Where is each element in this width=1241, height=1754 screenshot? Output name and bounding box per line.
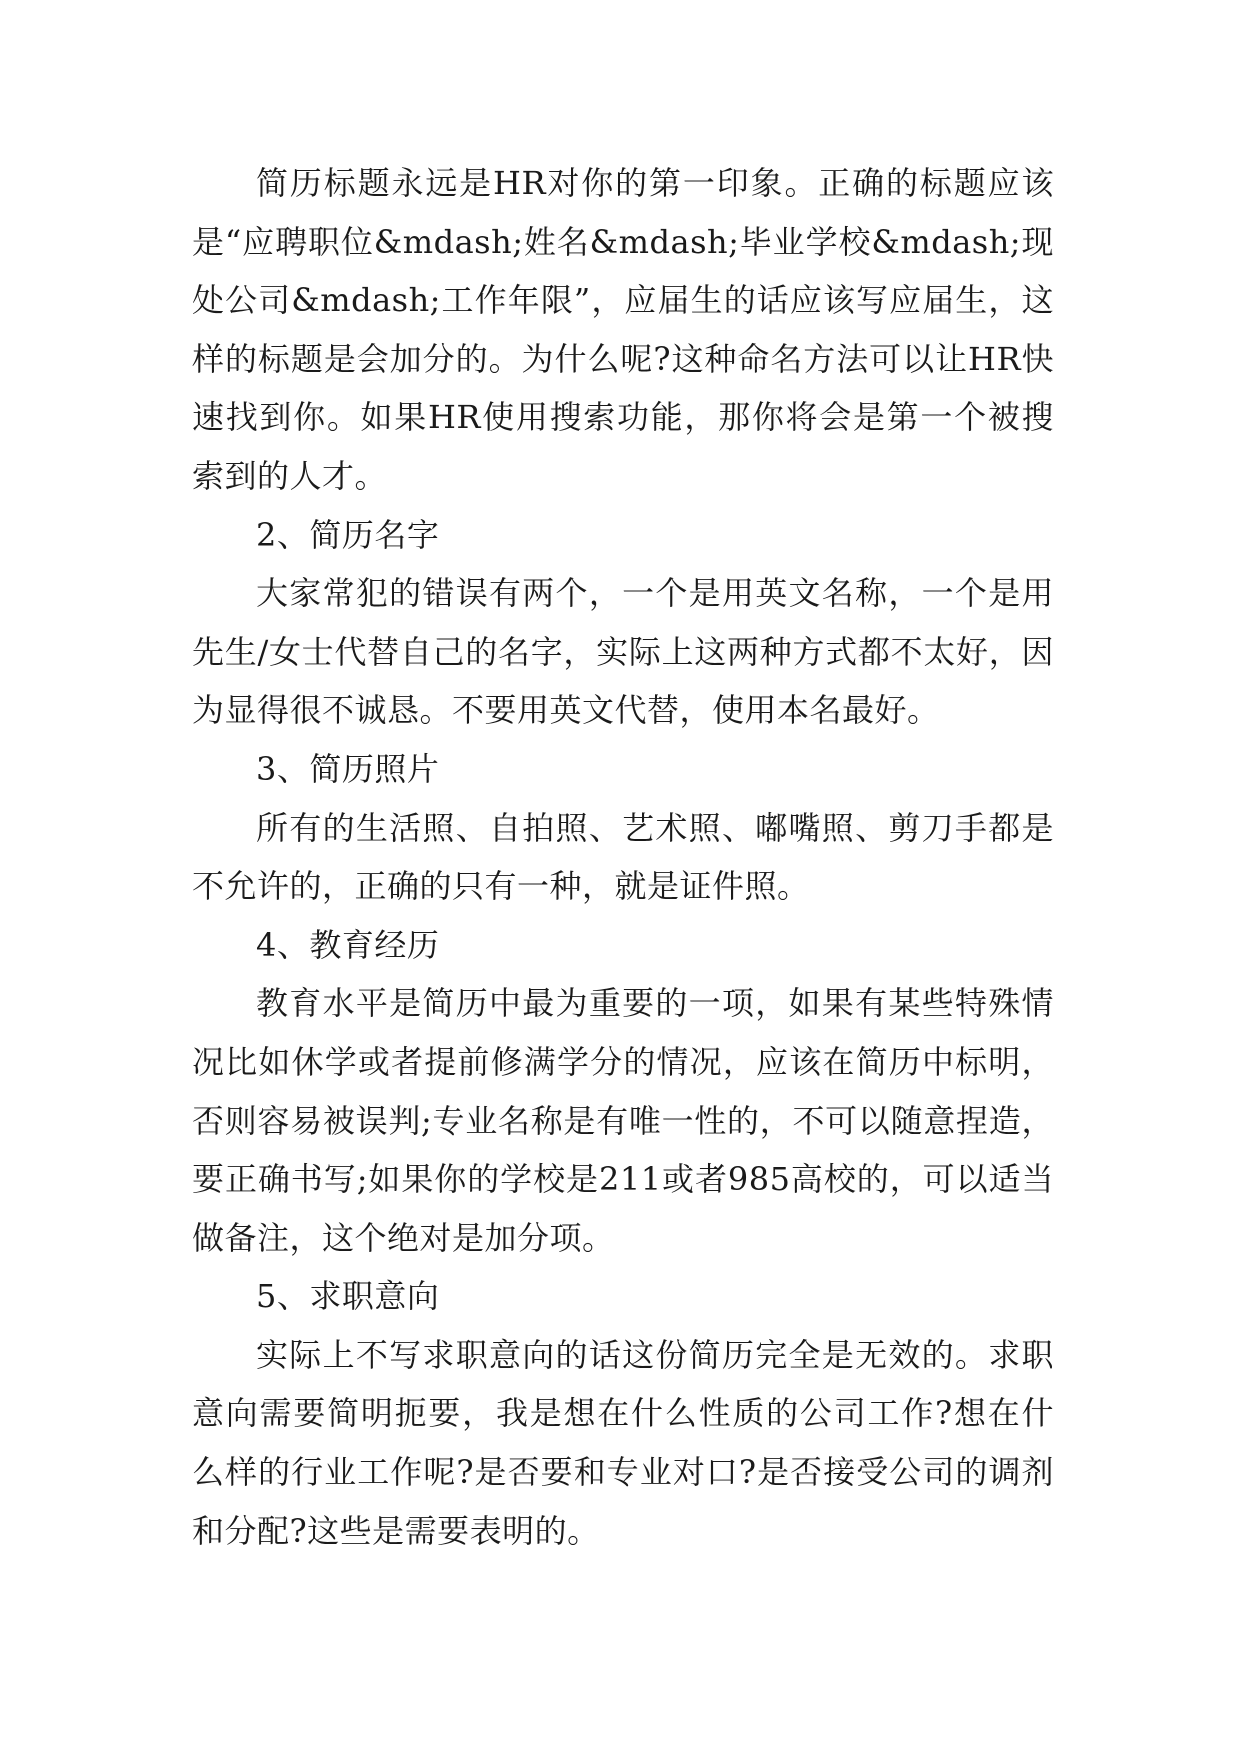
document-body (192, 154, 1054, 1560)
paragraph-job-intention: 实际上不写求职意向的话这份简历完全是无效的。求职意向需要简明扼要，我是想在什么性质的公司工作?想在什么样的行业工作呢?是否要和专业对口?是否接受公司的调剂和分配?这些是需要表明的。 (192, 1335, 1054, 1550)
section-heading-resume-name: 2、简历名字 (256, 515, 440, 554)
section-heading-job-intention: 5、求职意向 (256, 1277, 440, 1316)
paragraph-resume-title: 简历标题永远是HR对你的第一印象。正确的标题应该是“应聘职位&mdash;姓名&mdash;毕业学校&mdash;现处公司&mdash;工作年限”，应届生的话应该写应届生，这样的标题是会加分的。为什么呢?这种命名方法可以让HR快速找到你。如果HR使用搜索功能，那你将会是第一个被搜索到的人才。 (192, 164, 1054, 495)
paragraph-resume-name: 大家常犯的错误有两个，一个是用英文名称，一个是用先生/女士代替自己的名字，实际上这两种方式都不太好，因为显得很不诚恳。不要用英文代替，使用本名最好。 (192, 574, 1054, 730)
section-heading-education: 4、教育经历 (256, 925, 440, 964)
paragraph-resume-photo: 所有的生活照、自拍照、艺术照、嘟嘴照、剪刀手都是不允许的，正确的只有一种，就是证件照。 (192, 808, 1054, 906)
section-heading-resume-photo: 3、简历照片 (256, 749, 440, 788)
paragraph-education: 教育水平是简历中最为重要的一项，如果有某些特殊情况比如休学或者提前修满学分的情况，应该在简历中标明，否则容易被误判;专业名称是有唯一性的，不可以随意捏造，要正确书写;如果你的学校是211或者985高校的，可以适当做备注，这个绝对是加分项。 (192, 984, 1054, 1257)
